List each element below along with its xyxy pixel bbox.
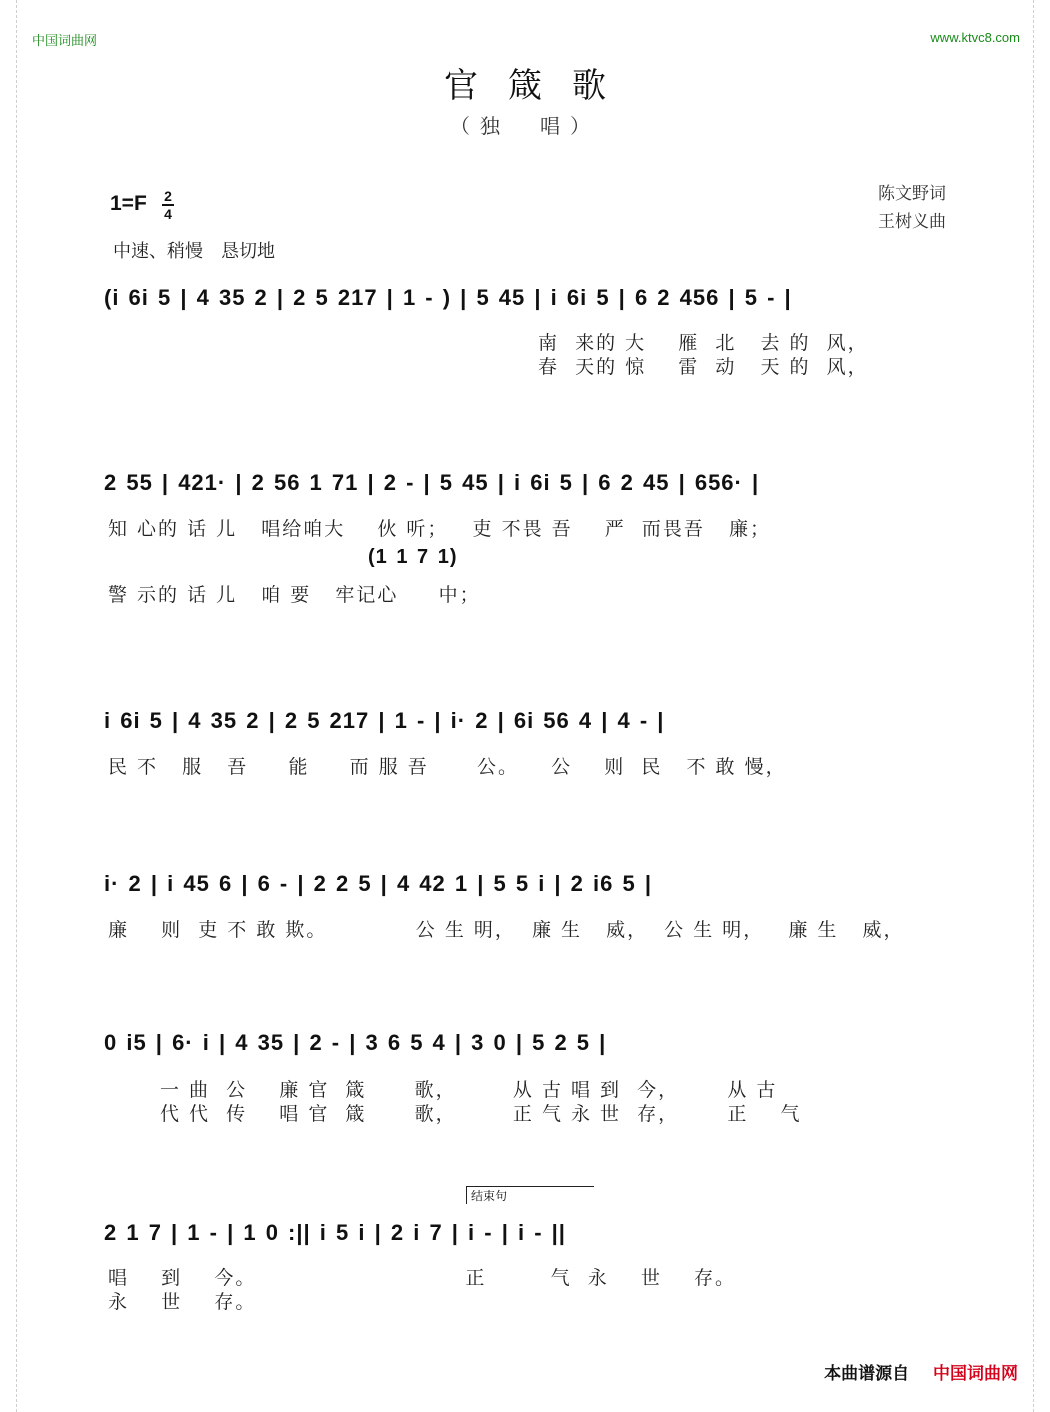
site-url-right[interactable]: www.ktvc8.com [930,30,1020,45]
score-row-5 [104,1030,950,1064]
time-top: 2 [164,188,172,204]
song-subtitle: （独 唱） [450,114,600,138]
left-dashed-margin [0,0,17,1412]
credits [878,180,946,236]
alt-notes: (1 1 7 1) [368,546,458,568]
lyricist: 陈文野词 [878,184,946,204]
right-dashed-margin [1033,0,1050,1412]
score-row-3 [104,708,950,742]
lyric-row-1-line-1: 南 来的 大 雁 北 去 的 风， [538,332,869,354]
song-title: 官箴歌 [444,66,636,106]
score-notes: i 6i 5 | 4 35 2 | 2 5 217 | 1 - | i· 2 | 6i 56 4 | 4 - | [104,708,665,733]
site-name-left[interactable]: 中国词曲网 [32,34,98,49]
score-notes: (i 6i 5 | 4 35 2 | 2 5 217 | 1 - ) | 5 45 | i 6i 5 | 6 2 456 | 5 - | [104,285,792,310]
footer-brand-link[interactable]: 中国词曲网 [933,1364,1018,1384]
score-notes: 2 1 7 | 1 - | 1 0 :|| i 5 i | 2 i 7 | i - | i - || [104,1220,566,1245]
lyric-row-3-line-1: 民 不 服 吾 能 而 服 吾 公。 公 则 民 不 敢 慢， [108,756,787,778]
score-row-2 [104,470,950,504]
lyric-row-5-line-1: 一 曲 公 廉 官 箴 歌， 从 古 唱 到 今， 从 古 [160,1079,778,1101]
score-row-4 [104,871,950,905]
footer-source [824,1359,1018,1384]
score-notes: 0 i5 | 6· i | 4 35 | 2 - | 3 6 5 4 | 3 0 | 5 2 5 | [104,1030,607,1055]
footer-source-label: 本曲谱源自 [824,1364,910,1384]
composer: 王树义曲 [878,212,946,232]
lyric-row-2-line-2: 警 示的 话 儿 咱 要 牢记心 中； [108,584,481,606]
score-notes: 2 55 | 421· | 2 56 1 71 | 2 - | 5 45 | i 6i 5 | 6 2 45 | 656· | [104,470,760,495]
lyric-row-1-line-2: 春 天的 惊 雷 动 天 的 风， [538,356,869,378]
score-row-1 [104,285,950,319]
tempo-marking: 中速、稍慢 恳切地 [113,241,275,262]
time-bottom: 4 [164,206,172,222]
score-row-6 [104,1220,950,1254]
time-signature [162,189,174,221]
lyric-row-2-line-1: 知 心的 话 儿 唱给咱大 伙 听； 吏 不畏 吾 严 而畏吾 廉； [108,518,771,540]
lyric-row-6-line-1: 唱 到 今。 正 气 永 世 存。 [108,1267,737,1289]
lyric-row-4-line-1: 廉 则 吏 不 敢 欺。 公 生 明， 廉 生 威， 公 生 明， 廉 生 威， [108,919,905,941]
ending-bracket: 结束句 [466,1186,594,1204]
lyric-row-5-line-2: 代 代 传 唱 官 箴 歌， 正 气 永 世 存， 正 气 [160,1103,802,1125]
score-notes: i· 2 | i 45 6 | 6 - | 2 2 5 | 4 42 1 | 5 5 i | 2 i6 5 | [104,871,652,896]
key-signature: 1=F [110,192,147,215]
lyric-row-6-line-2: 永 世 存。 [108,1291,257,1313]
